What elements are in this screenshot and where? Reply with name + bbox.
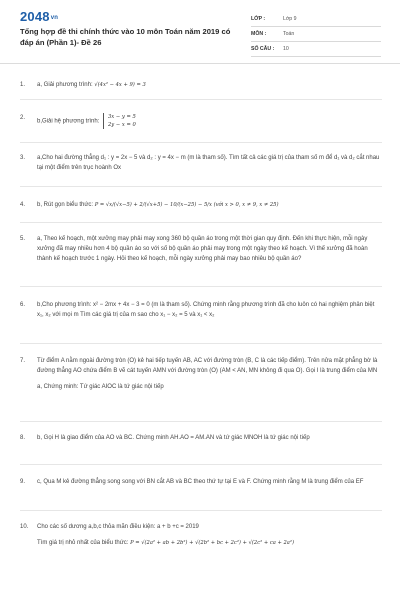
question-divider xyxy=(20,421,382,422)
question-body xyxy=(37,113,382,129)
question-body xyxy=(37,200,382,210)
meta-row-count xyxy=(251,42,381,57)
equation-system xyxy=(103,113,136,129)
question-number: 6. xyxy=(20,302,26,308)
question-math: P = √(2a² + ab + 2b²) + √(2b² + bc + 2c²) + √(2c² + ca + 2a²) xyxy=(130,540,294,546)
question-divider xyxy=(20,186,382,187)
meta-row-class xyxy=(251,12,381,27)
question-text: b, Rút gọn biểu thức: xyxy=(37,202,94,208)
logo-suffix: vn xyxy=(50,14,59,21)
question-body: a,Cho hai đường thẳng d₁ : y = 2x − 5 và d₂ : y = 4x − m (m là tham số). Tìm tất cả các giá trị của tham số m để d₁ và d₂ cắt nhau tại một điểm trên trục hoành Ox xyxy=(37,155,380,171)
question-divider xyxy=(20,286,382,287)
question-divider xyxy=(20,464,382,465)
question-number: 8. xyxy=(20,435,26,441)
question-body xyxy=(37,356,382,392)
question-text: a, Giải phương trình: xyxy=(37,82,93,88)
question-body xyxy=(37,80,382,90)
question-number: 9. xyxy=(20,479,26,485)
question-body: c, Qua M kẻ đường thẳng song song với BN cắt AB và BC theo thứ tự tại E và F. Chứng minh rằng M là trung điểm của EF xyxy=(37,479,364,485)
logo-text: 2048 xyxy=(20,9,50,24)
question-body: b, Gọi H là giao điểm của AO và BC. Chứng minh AH.AO = AM.AN và tứ giác MNOH là tứ giác nội tiếp xyxy=(37,435,310,441)
question-divider xyxy=(20,142,382,143)
question-subpart xyxy=(37,538,382,548)
document-header xyxy=(0,0,400,64)
site-logo[interactable] xyxy=(20,9,58,24)
question-divider xyxy=(20,343,382,344)
equation: 3x − y = 5 xyxy=(108,114,136,120)
meta-table xyxy=(251,12,381,57)
question-body: b,Cho phương trình: x² − 2mx + 4x − 3 = 0 (m là tham số). Chứng minh rằng phương trình đã cho luôn có hai nghiệm phân biệt x₁, x₂ với mọi m Tìm các giá trị của m sao cho x₁ − x₂ = 5 và x₁ < x₂ xyxy=(37,302,375,318)
meta-value: Lớp 9 xyxy=(283,16,297,22)
question-divider xyxy=(20,99,382,100)
question-text: Từ điểm A nằm ngoài đường tròn (O) kẻ hai tiếp tuyến AB, AC với đường tròn (B, C là các tiếp điểm). Trên nửa mặt phẳng bờ là đường thẳng AO chứa điểm B vẽ cát tuyến AMN với đường tròn (O) (AM < AN, MN không đi qua O). Gọi I là trung điểm của MN xyxy=(37,358,378,374)
meta-key: MÔN : xyxy=(251,31,267,37)
meta-value: Toán xyxy=(283,31,295,37)
question-number: 5. xyxy=(20,236,26,242)
question-body xyxy=(37,522,382,548)
question-number: 2. xyxy=(20,115,26,121)
header-divider xyxy=(0,63,400,64)
question-number: 1. xyxy=(20,82,26,88)
question-math: √(4x² − 4x + 9) = 3 xyxy=(94,82,146,88)
meta-row-subject xyxy=(251,27,381,42)
question-text: b,Giải hệ phương trình: xyxy=(37,118,100,125)
meta-key: SỐ CÂU : xyxy=(251,46,275,52)
question-number: 10. xyxy=(20,524,29,530)
question-number: 3. xyxy=(20,155,26,161)
question-divider xyxy=(20,222,382,223)
question-divider xyxy=(20,510,382,511)
meta-value: 10 xyxy=(283,46,289,52)
subpart-text: Tìm giá trị nhỏ nhất của biểu thức: xyxy=(37,540,129,546)
question-math: P = √x/(√x−5) + 2/(√x+5) − 10/(x−25) − 5/x (với x > 0, x ≠ 9, x ≠ 25) xyxy=(94,202,279,208)
question-number: 4. xyxy=(20,202,26,208)
equation: 2y − x = 0 xyxy=(108,122,136,128)
question-text: Cho các số dương a,b,c thỏa mãn điều kiện: a + b +c = 2019 xyxy=(37,524,199,530)
question-subpart: a, Chứng minh: Tứ giác AIOC là tứ giác nội tiếp xyxy=(37,384,164,390)
question-number: 7. xyxy=(20,358,26,364)
document-title: Tổng hợp đề thi chính thức vào 10 môn Toán năm 2019 có đáp án (Phần 1)- Đề 26 xyxy=(20,27,231,47)
meta-key: LỚP : xyxy=(251,16,266,22)
question-body: a, Theo kế hoạch, một xưởng may phải may xong 360 bộ quần áo trong một thời gian quy định. Đến khi thực hiện, mỗi ngày xưởng đã may nhiều hơn 4 bộ quần áo so với số bộ quần áo phải may trong một ngày theo kế hoạch. Vì thế xưởng đã hoàn thành kế hoạch trước 1 ngày. Hỏi theo kế hoạch, mỗi ngày xưởng phải may bao nhiêu bộ quần áo? xyxy=(37,236,368,262)
